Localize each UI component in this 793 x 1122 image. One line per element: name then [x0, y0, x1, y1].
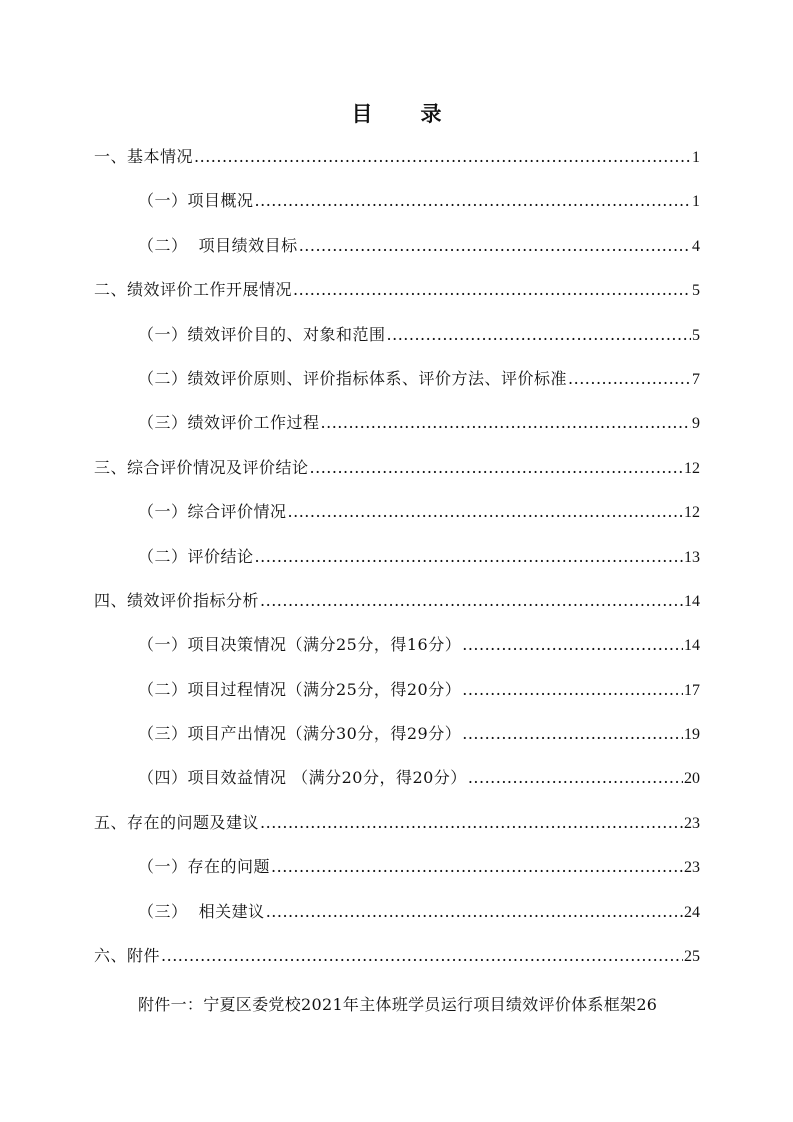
toc-entry[interactable]	[94, 632, 700, 676]
toc-leader-dots	[462, 635, 683, 654]
toc-entry-label: （二） 项目绩效目标	[138, 235, 298, 255]
toc-entry[interactable]	[94, 144, 700, 188]
toc-entry[interactable]	[94, 188, 700, 232]
toc-entry[interactable]	[94, 322, 700, 366]
toc-leader-dots	[255, 547, 683, 566]
toc-entry-label: （一）项目决策情况（满分25分，得16分）	[138, 635, 462, 655]
toc-leader-dots	[293, 280, 691, 299]
toc-entry-label: （二）评价结论	[138, 546, 254, 566]
toc-entry[interactable]	[94, 854, 700, 898]
toc-entry-page: 1	[692, 149, 700, 166]
toc-entry-label: 二、绩效评价工作开展情况	[94, 280, 293, 300]
toc-entry[interactable]	[94, 899, 700, 943]
title-char-1: 目	[351, 101, 373, 126]
toc-leader-dots	[194, 147, 691, 166]
toc-entry-label: （一）存在的问题	[138, 857, 271, 877]
toc-entry-label: （三）项目产出情况（满分30分，得29分）	[138, 724, 462, 744]
toc-entry-label: （二）项目过程情况（满分25分，得20分）	[138, 679, 462, 699]
toc-entry[interactable]	[94, 544, 700, 588]
toc-entry-page: 25	[684, 948, 700, 966]
toc-entry-label: （四）项目效益情况 （满分20分，得20分）	[138, 768, 467, 788]
toc-entry-page: 4	[692, 237, 700, 255]
toc-entry[interactable]	[94, 499, 700, 543]
toc-entry-page: 7	[692, 370, 700, 388]
toc-leader-dots	[462, 680, 683, 699]
toc-entry[interactable]	[94, 233, 700, 277]
toc-leader-dots	[255, 191, 691, 210]
toc-leader-dots	[568, 369, 691, 388]
toc-entry-label: 五、存在的问题及建议	[94, 812, 260, 832]
toc-leader-dots	[468, 768, 683, 787]
toc-leader-dots	[299, 236, 691, 255]
toc-leader-dots	[161, 946, 683, 965]
toc-entry-label: （二）绩效评价原则、评价指标体系、评价方法、评价标准	[138, 368, 568, 388]
toc-leader-dots	[321, 413, 691, 432]
toc-leader-dots	[387, 325, 691, 344]
toc-entry-page: 23	[684, 814, 700, 832]
toc-entry[interactable]	[94, 721, 700, 765]
page-title	[0, 98, 793, 128]
toc-entry[interactable]	[94, 277, 700, 321]
toc-leader-dots	[271, 857, 683, 876]
toc-entry-page: 5	[692, 282, 700, 300]
toc-entry-page: 23	[684, 859, 700, 877]
toc-entry[interactable]	[94, 765, 700, 809]
toc-entry-page: 20	[684, 770, 700, 788]
toc-entry-label: 六、附件	[94, 946, 161, 966]
toc-entry-label: 一、基本情况	[94, 147, 194, 166]
toc-leader-dots	[266, 902, 683, 921]
attachment-line[interactable]: 附件一：宁夏区委党校2021年主体班学员运行项目绩效评价体系框架26	[138, 995, 658, 1014]
toc-entry-page: 24	[684, 903, 700, 921]
toc-entry[interactable]	[94, 366, 700, 410]
toc-entry-label: 四、绩效评价指标分析	[94, 590, 260, 610]
toc-leader-dots	[310, 458, 683, 477]
toc-entry-page: 12	[684, 504, 700, 522]
toc-entry-label: （一）综合评价情况	[138, 502, 287, 522]
toc-entry-page: 13	[684, 548, 700, 566]
toc-entry-page: 5	[692, 326, 700, 344]
toc-entry-page: 19	[684, 726, 700, 744]
toc-entry[interactable]	[94, 810, 700, 854]
toc-entry[interactable]	[94, 588, 700, 632]
toc-entry-label: 三、综合评价情况及评价结论	[94, 457, 309, 477]
toc-entry[interactable]	[94, 677, 700, 721]
toc-entry[interactable]	[94, 455, 700, 499]
toc-leader-dots	[260, 591, 683, 610]
toc-entry[interactable]	[94, 943, 700, 987]
toc-entry-page: 17	[684, 681, 700, 699]
toc-leader-dots	[288, 502, 683, 521]
toc-entry-page: 9	[692, 415, 700, 433]
table-of-contents	[94, 144, 700, 987]
toc-entry-label: （三）绩效评价工作过程	[138, 413, 320, 433]
toc-entry-page: 14	[684, 592, 700, 610]
toc-entry[interactable]	[94, 410, 700, 454]
title-char-2: 录	[420, 101, 442, 126]
toc-entry-page: 12	[684, 459, 700, 477]
toc-leader-dots	[260, 813, 683, 832]
toc-entry-label: （一）项目概况	[138, 191, 254, 211]
toc-entry-label: （三） 相关建议	[138, 901, 265, 921]
toc-entry-page: 1	[692, 193, 700, 211]
toc-entry-page: 14	[684, 637, 700, 655]
toc-entry-label: （一）绩效评价目的、对象和范围	[138, 324, 386, 344]
toc-leader-dots	[462, 724, 683, 743]
